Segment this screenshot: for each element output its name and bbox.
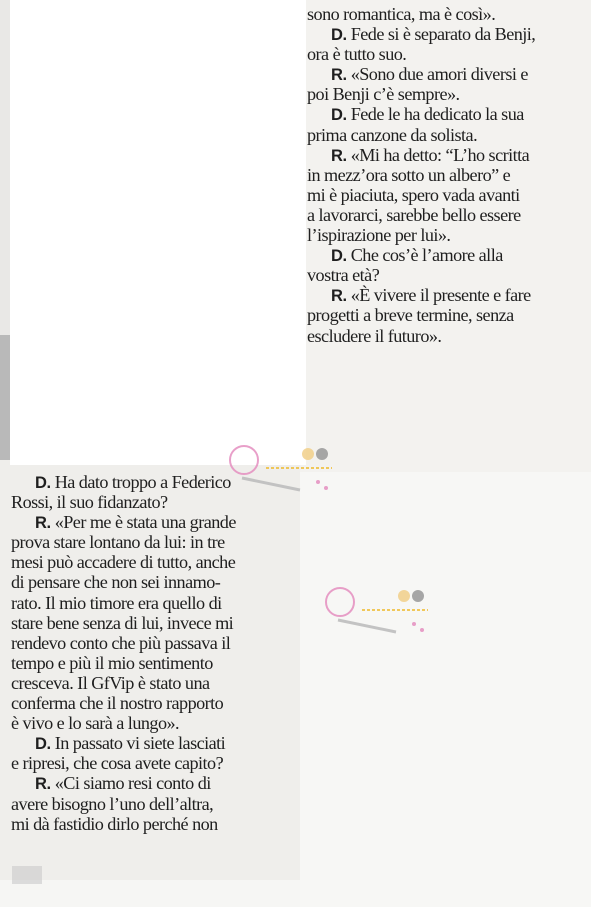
article-column-right: [307, 4, 575, 346]
line-text: In passato vi siete lasciati: [50, 733, 226, 754]
line-text: prova stare lontano da lui: in tre: [11, 532, 225, 553]
article-column-left: [11, 472, 279, 834]
line-text: avere bisogno l’uno dell’altra,: [11, 793, 214, 814]
speaker-label: R.: [331, 66, 347, 85]
text-line: [307, 285, 575, 305]
watermark-logo-icon: [318, 580, 438, 640]
speaker-label: D.: [331, 106, 347, 125]
line-text: mi dà fastidio dirlo perché non: [11, 813, 218, 834]
text-line: [307, 24, 575, 44]
line-text: prima canzone da solista.: [307, 124, 478, 145]
line-text: stare bene senza di lui, invece mi: [11, 612, 234, 633]
watermark-logo-icon: [222, 438, 342, 498]
line-text: Che cos’è l’amore alla: [346, 245, 503, 266]
speaker-label: R.: [331, 287, 347, 306]
text-line: [11, 713, 279, 733]
text-line: [11, 693, 279, 713]
text-line: [307, 84, 575, 104]
line-text: progetti a breve termine, senza: [307, 305, 514, 326]
text-line: [11, 753, 279, 773]
line-text: in mezz’ora sotto un albero” e: [307, 164, 511, 185]
text-line: [307, 305, 575, 325]
text-line: [307, 145, 575, 165]
line-text: a lavorarci, sarebbe bello essere: [307, 204, 521, 225]
speaker-label: R.: [331, 146, 347, 165]
speaker-label: D.: [35, 735, 51, 754]
line-text: tempo e più il mio sentimento: [11, 652, 213, 673]
text-line: [11, 733, 279, 753]
text-line: [307, 225, 575, 245]
line-text: Fede si è separato da Benji,: [346, 24, 536, 45]
text-line: [307, 64, 575, 84]
line-text: escludere il futuro».: [307, 325, 442, 346]
line-text: «Mi ha detto: “L’ho scritta: [346, 144, 530, 165]
text-line: [307, 44, 575, 64]
text-line: [11, 593, 279, 613]
line-text: «È vivere il presente e fare: [346, 285, 531, 306]
blank-area: [300, 472, 591, 907]
line-text: Rossi, il suo fidanzato?: [11, 492, 168, 513]
text-line: [307, 4, 575, 24]
text-line: [307, 205, 575, 225]
text-line: [11, 653, 279, 673]
faded-corner: [12, 866, 42, 884]
speaker-label: R.: [35, 514, 51, 533]
speaker-label: D.: [331, 247, 347, 266]
speaker-label: R.: [35, 775, 51, 794]
text-line: [307, 125, 575, 145]
text-line: [11, 794, 279, 814]
text-line: [11, 512, 279, 532]
speaker-label: D.: [331, 26, 347, 45]
line-text: mesi può accadere di tutto, anche: [11, 552, 236, 573]
text-line: [11, 673, 279, 693]
line-text: di pensare che non sei innamo-: [11, 572, 221, 593]
line-text: rato. Il mio timore era quello di: [11, 592, 222, 613]
text-line: [11, 532, 279, 552]
text-line: [11, 613, 279, 633]
line-text: «Ci siamo resi conto di: [50, 773, 211, 794]
text-line: [307, 185, 575, 205]
white-blank-region: [10, 0, 306, 465]
line-text: cresceva. Il GfVip è stato una: [11, 672, 210, 693]
line-text: mi è piaciuta, spero vada avanti: [307, 184, 520, 205]
line-text: «Sono due amori diversi e: [346, 64, 528, 85]
speaker-label: D.: [35, 474, 51, 492]
line-text: vostra età?: [307, 265, 380, 286]
text-line: [11, 552, 279, 572]
line-text: ora è tutto suo.: [307, 44, 407, 65]
text-line: [11, 814, 279, 834]
line-text: Fede le ha dedicato la sua: [346, 104, 524, 125]
text-line: [11, 773, 279, 793]
line-text: conferma che il nostro rapporto: [11, 693, 224, 714]
text-line: [11, 633, 279, 653]
line-text: sono romantica, ma è così».: [307, 4, 496, 24]
text-line: [307, 104, 575, 124]
text-line: [307, 245, 575, 265]
line-text: Ha dato troppo a Federico: [50, 472, 231, 492]
line-text: rendevo conto che più passava il: [11, 632, 231, 653]
text-line: [307, 165, 575, 185]
text-line: [307, 326, 575, 346]
blank-bottom-area: [0, 880, 300, 907]
line-text: e ripresi, che cosa avete capito?: [11, 753, 224, 774]
text-line: [11, 572, 279, 592]
text-line: [307, 265, 575, 285]
line-text: l’ispirazione per lui».: [307, 225, 451, 246]
line-text: poi Benji c’è sempre».: [307, 84, 460, 105]
line-text: «Per me è stata una grande: [50, 512, 236, 533]
line-text: è vivo e lo sarà a lungo».: [11, 713, 180, 734]
